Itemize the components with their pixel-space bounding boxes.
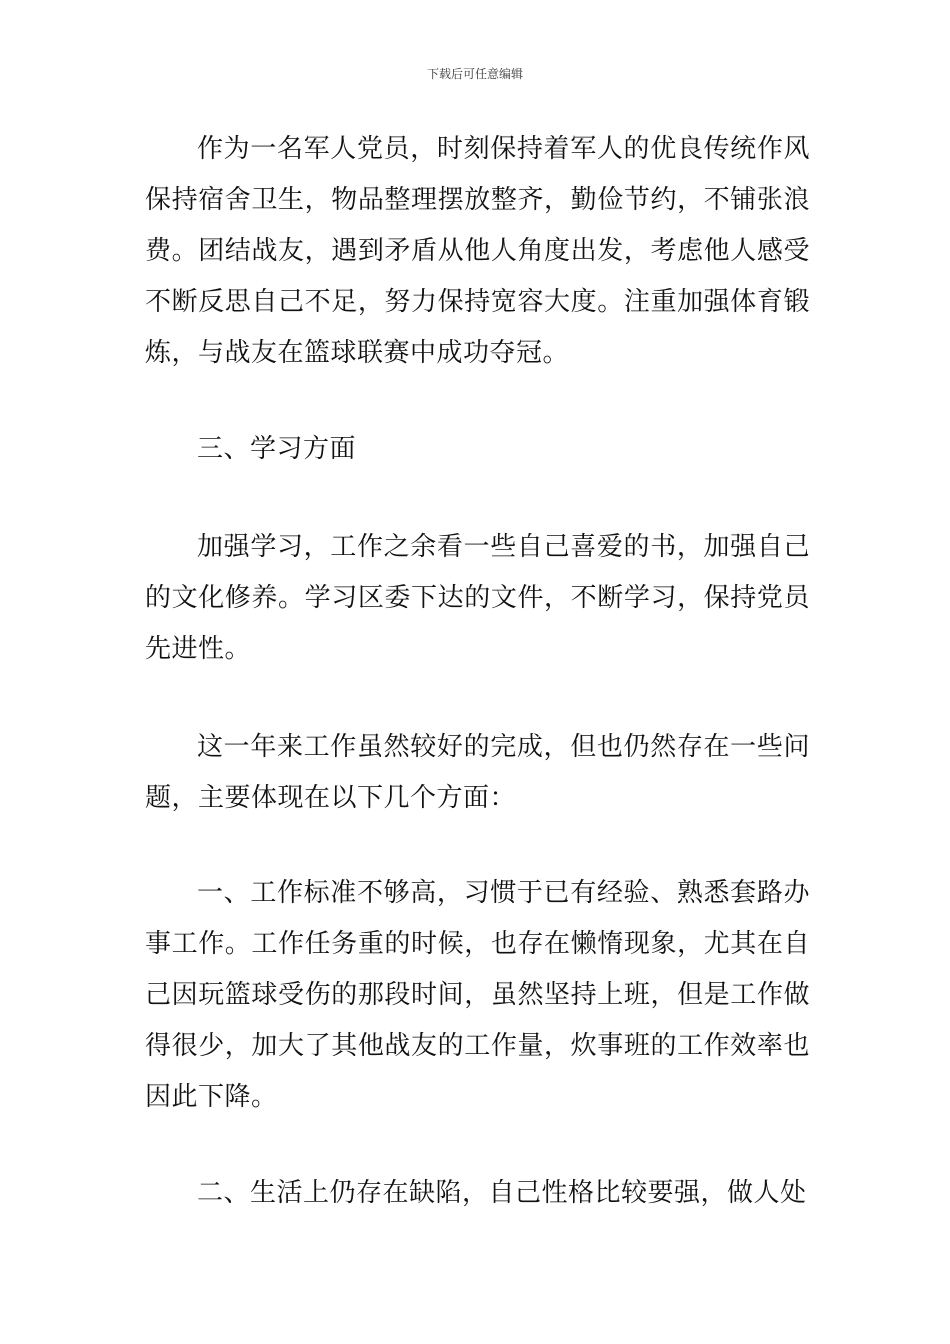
paragraph-military-conduct: 作为一名军人党员，时刻保持着军人的优良传统作风保持宿舍卫生，物品整理摆放整齐，勤俭节约，不铺张浪费。团结战友，遇到矛盾从他人角度出发，考虑他人感受不断反思自己不足，努力保持宽容大度。注重加强体育锻炼，与战友在篮球联赛中成功夺冠。 (145, 134, 810, 368)
paragraph-problem-one: 一、工作标准不够高，习惯于已有经验、熟悉套路办事工作。工作任务重的时候，也存在懒惰现象，尤其在自己因玩篮球受伤的那段时间，虽然坚持上班，但是工作做得很少，加大了其他战友的工作量，炊事班的工作效率也因此下降。 (145, 878, 810, 1112)
page-header-note: 下载后可任意编辑 (426, 67, 523, 81)
paragraph-problem-two: 二、生活上仍存在缺陷，自己性格比较要强，做人处 (197, 1178, 807, 1208)
paragraph-problems-intro: 这一年来工作虽然较好的完成，但也仍然存在一些问题，主要体现在以下几个方面： (145, 732, 810, 813)
section-heading-study: 三、学习方面 (197, 434, 357, 464)
paragraph-study: 加强学习，工作之余看一些自己喜爱的书，加强自己的文化修养。学习区委下达的文件，不断学习，保持党员先进性。 (145, 532, 810, 664)
